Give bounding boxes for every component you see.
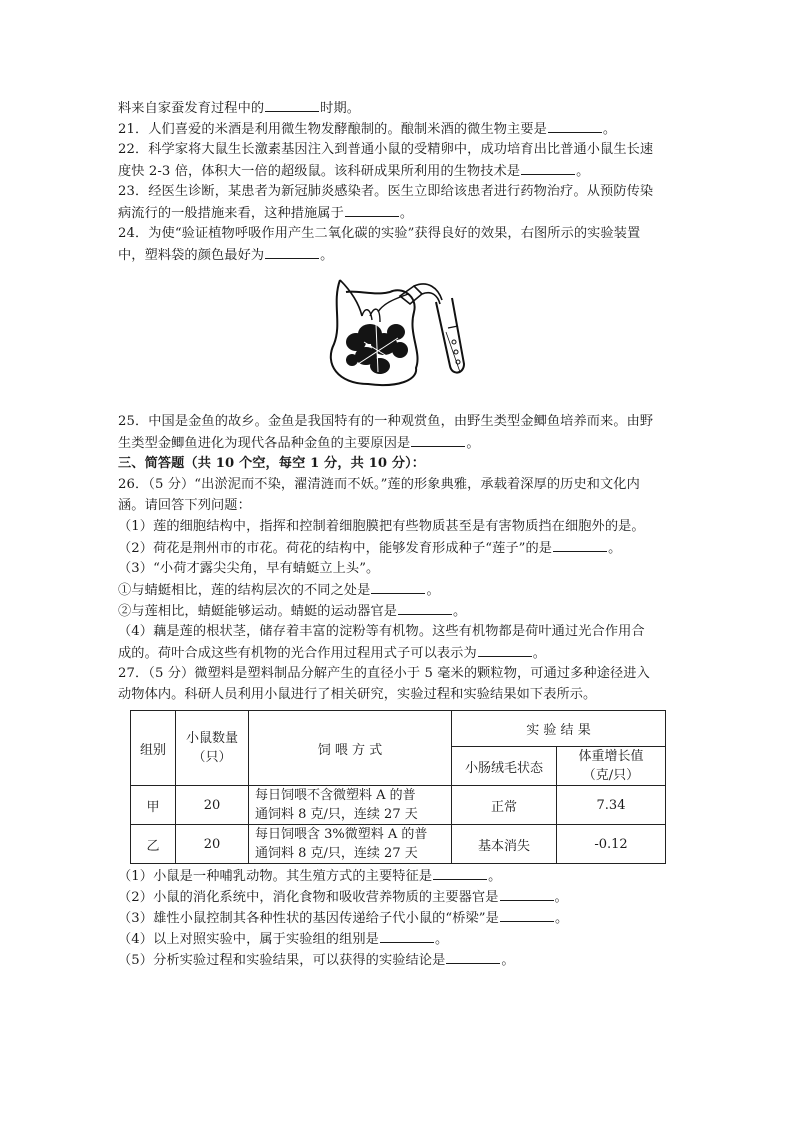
cell-villi: 基本消失 [452,825,557,864]
answer-blank[interactable] [521,163,575,175]
answer-blank[interactable] [380,931,434,943]
cell-group: 甲 [131,786,176,825]
section-3-heading: 三、简答题（共 10 个空，每空 1 分，共 10 分）： [118,456,426,471]
question-24-line2: 中，塑料袋的颜色最好为 。 [118,248,334,263]
answer-blank[interactable] [548,121,602,133]
cell-count: 20 [176,825,249,864]
table-header-result: 实 验 结 果 [452,711,666,747]
table-row [131,825,666,864]
cell-method: 每日饲喂不含微塑料 A 的普 通饲料 8 克/只，连续 27 天 [249,786,452,825]
question-23-line2: 病流行的一般措施来看，这种措施属于 。 [118,206,414,221]
question-26-sub3-b: ②与莲相比，蜻蜓能够运动。蜻蜓的运动器官是 。 [118,604,467,619]
question-26-sub2: （2）荷花是荆州市的市花。荷花的结构中，能够发育形成种子“莲子”的是 。 [118,541,622,556]
question-26-sub3-a: ①与蜻蜓相比，莲的结构层次的不同之处是 。 [118,583,440,598]
answer-blank[interactable] [500,910,554,922]
answer-blank[interactable] [265,100,319,112]
cell-weight: -0.12 [557,825,666,864]
question-27-line2: 动物体内。科研人员利用小鼠进行了相关研究，实验过程和实验结果如下表所示。 [118,687,597,702]
question-26-sub3: （3）“小荷才露尖尖角，早有蜻蜓立上头”。 [118,561,380,576]
question-26-sub1: （1）莲的细胞结构中，指挥和控制着细胞膜把有些物质甚至是有害物质挡在细胞外的是。 [118,519,645,534]
question-27-sub4: （4）以上对照实验中，属于实验组的组别是 。 [118,932,449,947]
question-26-line1: 26．（5 分）“出淤泥而不染，濯清涟而不妖。”莲的形象典雅，承载着深厚的历史和文化内 [118,477,640,492]
question-22-line1: 22．科学家将大鼠生长激素基因注入到普通小鼠的受精卵中，成功培育出比普通小鼠生长速 [118,142,654,157]
answer-blank[interactable] [433,868,487,880]
question-27-sub3: （3）雄性小鼠控制其各种性状的基因传递给子代小鼠的“桥梁”是 。 [118,911,569,926]
table-header-method: 饲 喂 方 式 [249,711,452,786]
cell-villi: 正常 [452,786,557,825]
table-header-villi: 小肠绒毛状态 [452,747,557,786]
question-26-sub4-line2: 成的。荷叶合成这些有机物的光合作用过程用式子可以表示为 。 [118,646,547,661]
question-24-line1: 24．为使“验证植物呼吸作用产生二氧化碳的实验”获得良好的效果，右图所示的实验装置 [118,226,641,241]
cell-method: 每日饲喂含 3%微塑料 A 的普 通饲料 8 克/只，连续 27 天 [249,825,452,864]
question-27-sub5: （5）分析实验过程和实验结果，可以获得的实验结论是 。 [118,953,515,968]
answer-blank[interactable] [446,952,500,964]
question-23-line1: 23．经医生诊断，某患者为新冠肺炎感染者。医生立即给该患者进行药物治疗。从预防传染 [118,184,654,199]
answer-blank[interactable] [553,540,607,552]
table-header-group: 组别 [131,711,176,786]
answer-blank[interactable] [371,582,425,594]
plastic-bag-test-tube-figure [318,272,484,390]
question-27-sub2: （2）小鼠的消化系统中，消化食物和吸收营养物质的主要器官是 。 [118,890,568,905]
question-22-line2: 度快 2-3 倍，体积大一倍的超级鼠。该科研成果所利用的生物技术是 。 [118,164,590,179]
answer-blank[interactable] [411,435,465,447]
answer-blank[interactable] [345,205,399,217]
question-26-sub4-line1: （4）藕是莲的根状茎，储存着丰富的淀粉等有机物。这些有机物都是荷叶通过光合作用合 [118,624,645,639]
question-25-line1: 25．中国是金鱼的故乡。金鱼是我国特有的一种观赏鱼，由野生类型金鲫鱼培养而来。由野 [118,414,654,429]
line-q20-tail: 料来自家蚕发育过程中的 时期。 [118,101,361,116]
question-27-sub1: （1）小鼠是一种哺乳动物。其生殖方式的主要特征是 。 [118,869,502,884]
answer-blank[interactable] [265,247,319,259]
question-25-line2: 生类型金鲫鱼进化为现代各品种金鱼的主要原因是 。 [118,436,480,451]
table-header-count: 小鼠数量 （只） [176,711,249,786]
cell-count: 20 [176,786,249,825]
question-27-line1: 27．（5 分）微塑料是塑料制品分解产生的直径小于 5 毫米的颗粒物，可通过多种途径进入 [118,666,650,681]
experiment-table [130,710,666,864]
answer-blank[interactable] [500,889,554,901]
table-header-weight: 体重增长值 （克/只） [557,747,666,786]
question-21: 21．人们喜爱的米酒是利用微生物发酵酿制的。酿制米酒的微生物主要是 。 [118,122,617,137]
cell-group: 乙 [131,825,176,864]
table-row [131,786,666,825]
question-26-line2: 涵。请回答下列问题： [118,498,251,513]
answer-blank[interactable] [398,603,452,615]
answer-blank[interactable] [478,645,532,657]
cell-weight: 7.34 [557,786,666,825]
